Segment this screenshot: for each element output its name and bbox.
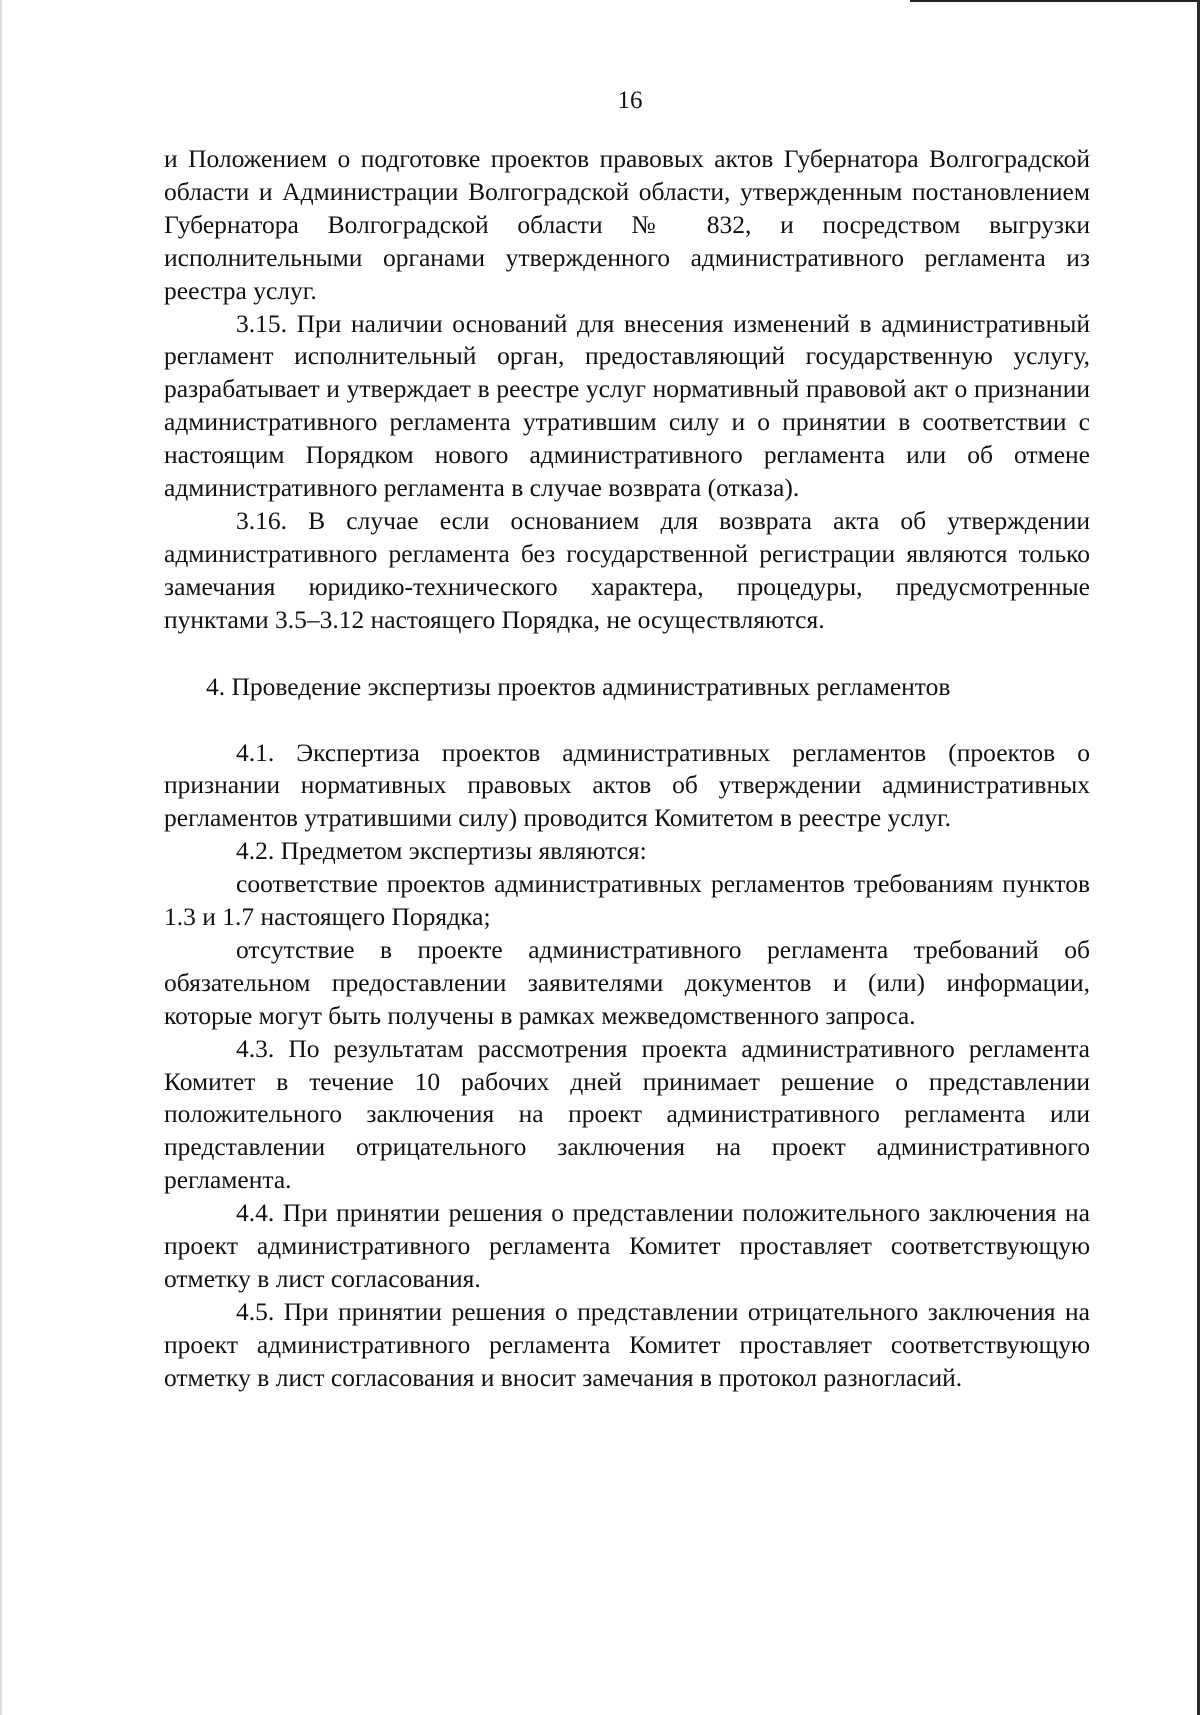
paragraph-3-16: 3.16. В случае если основанием для возврата акта об утверждении административного регламента без государственной регистрации являются только замечания юридико-технического характера, процедуры, предусмотренные пунктами 3.5–3.12 настоящего Порядка, не осуществляются.	[164, 505, 1090, 634]
paragraph-4-2: 4.2. Предметом экспертизы являются:	[236, 836, 647, 866]
paragraph-4-5: 4.5. При принятии решения о представлении отрицательного заключения на проект административного регламента Комитет проставляет соответствующую отметку в лист согласования и вносит замечания в протокол разногласий.	[164, 1296, 1090, 1392]
scan-edge-left	[0, 0, 2, 1715]
paragraph-4-4: 4.4. При принятии решения о представлении положительного заключения на проект административного регламента Комитет проставляет соответствующую отметку в лист согласования.	[164, 1198, 1090, 1293]
paragraph-3-15: 3.15. При наличии оснований для внесения изменений в административный регламент исполнительный орган, предоставляющий государственную услугу, разрабатывает и утверждает в реестре услуг нормативный правовой акт о признании административного регламента утратившим силу и о принятии в соответствии с настоящим Порядком нового административного регламента или об отмене административного регламента в случае возврата (отказа).	[164, 308, 1090, 503]
paragraph-4-2-item-2: отсутствие в проекте административного регламента требований об обязательном предоставлении заявителями документов и (или) информации, которые могут быть получены в рамках межведомственного запроса.	[164, 934, 1090, 1030]
scan-edge-top	[910, 0, 1200, 2]
paragraph-4-2-item-1: соответствие проектов административных регламентов требованиям пунктов 1.3 и 1.7 настоящего Порядка;	[164, 869, 1090, 932]
page-number: 16	[617, 87, 643, 114]
paragraph-continuation: и Положением о подготовке проектов правовых актов Губернатора Волгоградской области и Администрации Волгоградской области, утвержденным постановлением Губернатора Волгоградской области № 832, и посредством выгрузки исполнительными органами утвержденного административного регламента из реестра услуг.	[164, 144, 1090, 305]
document-body	[164, 143, 1090, 1395]
paragraph-4-3: 4.3. По результатам рассмотрения проекта административного регламента Комитет в течение 10 рабочих дней принимает решение о представлении положительного заключения на проект административного регламента или представлении отрицательного заключения на проект административного регламента.	[164, 1033, 1090, 1195]
section-heading: 4. Проведение экспертизы проектов административных регламентов	[206, 671, 951, 701]
paragraph-4-1: 4.1. Экспертиза проектов административных регламентов (проектов о признании нормативных правовых актов об утверждении административных регламентов утратившими силу) проводится Комитетом в реестре услуг.	[164, 737, 1090, 833]
